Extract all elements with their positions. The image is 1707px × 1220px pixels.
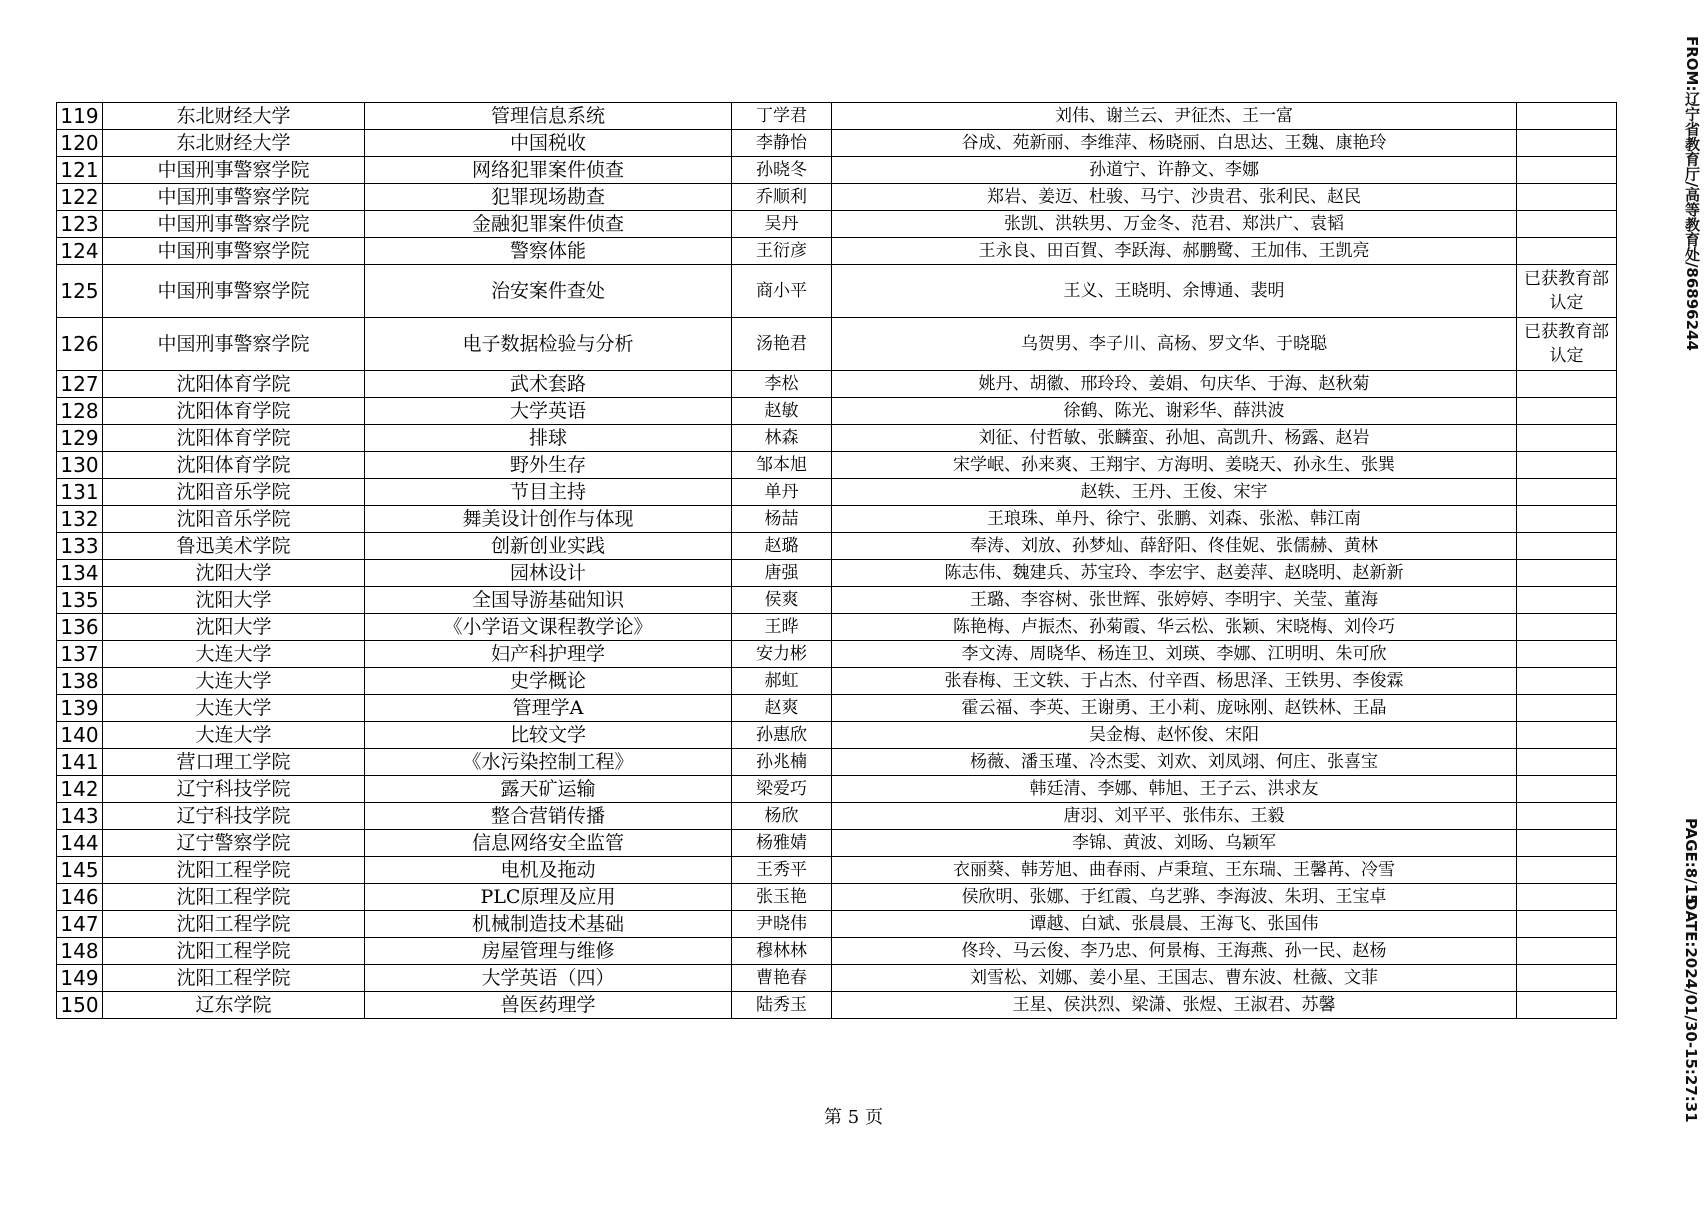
course-lead: 王晔 xyxy=(732,614,832,641)
remark xyxy=(1517,506,1617,533)
course-lead: 侯爽 xyxy=(732,587,832,614)
school-name: 辽宁科技学院 xyxy=(103,776,365,803)
row-number: 144 xyxy=(57,830,103,857)
school-name: 中国刑事警察学院 xyxy=(103,157,365,184)
course-lead: 梁爱巧 xyxy=(732,776,832,803)
row-number: 121 xyxy=(57,157,103,184)
table-row xyxy=(57,884,1617,911)
course-lead: 张玉艳 xyxy=(732,884,832,911)
remark xyxy=(1517,238,1617,265)
course-name: 电子数据检验与分析 xyxy=(365,318,732,371)
course-lead: 赵璐 xyxy=(732,533,832,560)
remark xyxy=(1517,992,1617,1019)
team-members: 衣丽葵、韩芳旭、曲春雨、卢秉瑄、王东瑞、王馨苒、冷雪 xyxy=(832,857,1517,884)
row-number: 142 xyxy=(57,776,103,803)
school-name: 沈阳大学 xyxy=(103,587,365,614)
course-lead: 单丹 xyxy=(732,479,832,506)
remark xyxy=(1517,776,1617,803)
course-lead: 唐强 xyxy=(732,560,832,587)
course-lead: 杨欣 xyxy=(732,803,832,830)
remark xyxy=(1517,184,1617,211)
course-lead: 杨喆 xyxy=(732,506,832,533)
team-members: 刘雪松、刘娜、姜小星、王国志、曹东波、杜薇、文菲 xyxy=(832,965,1517,992)
course-name: 大学英语 xyxy=(365,398,732,425)
course-table-body xyxy=(57,103,1617,1019)
row-number: 134 xyxy=(57,560,103,587)
table-row xyxy=(57,452,1617,479)
course-name: 排球 xyxy=(365,425,732,452)
course-lead: 安力彬 xyxy=(732,641,832,668)
row-number: 124 xyxy=(57,238,103,265)
table-row xyxy=(57,211,1617,238)
fax-date-header: DATE:2024/01/30-15:27:31 xyxy=(1682,898,1700,1123)
row-number: 141 xyxy=(57,749,103,776)
course-name: 整合营销传播 xyxy=(365,803,732,830)
team-members: 霍云福、李英、王谢勇、王小莉、庞咏刚、赵铁林、王晶 xyxy=(832,695,1517,722)
row-number: 150 xyxy=(57,992,103,1019)
table-row xyxy=(57,560,1617,587)
course-lead: 郝虹 xyxy=(732,668,832,695)
remark xyxy=(1517,533,1617,560)
course-name: 节目主持 xyxy=(365,479,732,506)
table-row xyxy=(57,911,1617,938)
school-name: 大连大学 xyxy=(103,641,365,668)
table-row xyxy=(57,157,1617,184)
table-row xyxy=(57,318,1617,371)
course-lead: 尹晓伟 xyxy=(732,911,832,938)
table-row xyxy=(57,857,1617,884)
table-row xyxy=(57,803,1617,830)
course-table xyxy=(56,102,1617,1019)
table-row xyxy=(57,238,1617,265)
team-members: 佟玲、马云俊、李乃忠、何景梅、王海燕、孙一民、赵杨 xyxy=(832,938,1517,965)
table-row xyxy=(57,479,1617,506)
team-members: 陈志伟、魏建兵、苏宝玲、李宏宇、赵姜萍、赵晓明、赵新新 xyxy=(832,560,1517,587)
team-members: 王星、侯洪烈、梁潇、张煜、王淑君、苏馨 xyxy=(832,992,1517,1019)
course-lead: 王秀平 xyxy=(732,857,832,884)
row-number: 128 xyxy=(57,398,103,425)
row-number: 120 xyxy=(57,130,103,157)
table-row xyxy=(57,938,1617,965)
school-name: 大连大学 xyxy=(103,695,365,722)
school-name: 沈阳音乐学院 xyxy=(103,479,365,506)
course-lead: 吴丹 xyxy=(732,211,832,238)
course-name: 妇产科护理学 xyxy=(365,641,732,668)
row-number: 147 xyxy=(57,911,103,938)
table-row xyxy=(57,749,1617,776)
table-row xyxy=(57,265,1617,318)
team-members: 刘伟、谢兰云、尹征杰、王一富 xyxy=(832,103,1517,130)
row-number: 133 xyxy=(57,533,103,560)
team-members: 王永良、田百賀、李跃海、郝鹏鹭、王加伟、王凯亮 xyxy=(832,238,1517,265)
school-name: 大连大学 xyxy=(103,668,365,695)
row-number: 137 xyxy=(57,641,103,668)
course-name: 露天矿运输 xyxy=(365,776,732,803)
team-members: 王义、王晓明、余博通、裴明 xyxy=(832,265,1517,318)
school-name: 东北财经大学 xyxy=(103,103,365,130)
course-lead: 曹艳春 xyxy=(732,965,832,992)
row-number: 130 xyxy=(57,452,103,479)
school-name: 沈阳体育学院 xyxy=(103,371,365,398)
table-row xyxy=(57,668,1617,695)
school-name: 沈阳体育学院 xyxy=(103,452,365,479)
remark xyxy=(1517,560,1617,587)
table-row xyxy=(57,641,1617,668)
course-lead: 邹本旭 xyxy=(732,452,832,479)
remark xyxy=(1517,857,1617,884)
row-number: 126 xyxy=(57,318,103,371)
course-name: 园林设计 xyxy=(365,560,732,587)
team-members: 李锦、黄波、刘旸、乌颖军 xyxy=(832,830,1517,857)
course-name: 史学概论 xyxy=(365,668,732,695)
table-row xyxy=(57,587,1617,614)
remark xyxy=(1517,587,1617,614)
school-name: 沈阳体育学院 xyxy=(103,398,365,425)
row-number: 127 xyxy=(57,371,103,398)
school-name: 中国刑事警察学院 xyxy=(103,211,365,238)
row-number: 140 xyxy=(57,722,103,749)
table-row xyxy=(57,103,1617,130)
remark: 已获教育部认定 xyxy=(1517,265,1617,318)
row-number: 145 xyxy=(57,857,103,884)
course-lead: 赵爽 xyxy=(732,695,832,722)
row-number: 125 xyxy=(57,265,103,318)
course-name: 信息网络安全监管 xyxy=(365,830,732,857)
school-name: 沈阳体育学院 xyxy=(103,425,365,452)
row-number: 131 xyxy=(57,479,103,506)
table-row xyxy=(57,425,1617,452)
remark xyxy=(1517,803,1617,830)
team-members: 陈艳梅、卢振杰、孙菊霞、华云松、张颖、宋晓梅、刘伶巧 xyxy=(832,614,1517,641)
team-members: 刘征、付哲敏、张麟蛮、孙旭、高凯升、杨露、赵岩 xyxy=(832,425,1517,452)
team-members: 谷成、苑新丽、李维萍、杨晓丽、白思达、王魏、康艳玲 xyxy=(832,130,1517,157)
course-lead: 陆秀玉 xyxy=(732,992,832,1019)
course-name: 金融犯罪案件侦查 xyxy=(365,211,732,238)
team-members: 赵轶、王丹、王俊、宋宇 xyxy=(832,479,1517,506)
course-name: PLC原理及应用 xyxy=(365,884,732,911)
row-number: 149 xyxy=(57,965,103,992)
course-lead: 商小平 xyxy=(732,265,832,318)
page-number: 第 5 页 xyxy=(824,1107,883,1128)
course-lead: 林森 xyxy=(732,425,832,452)
school-name: 大连大学 xyxy=(103,722,365,749)
table-row xyxy=(57,830,1617,857)
school-name: 沈阳大学 xyxy=(103,614,365,641)
course-name: 犯罪现场勘查 xyxy=(365,184,732,211)
remark xyxy=(1517,722,1617,749)
course-name: 兽医药理学 xyxy=(365,992,732,1019)
row-number: 146 xyxy=(57,884,103,911)
remark xyxy=(1517,211,1617,238)
school-name: 沈阳工程学院 xyxy=(103,857,365,884)
course-lead: 李静怡 xyxy=(732,130,832,157)
team-members: 徐鹤、陈光、谢彩华、薛洪波 xyxy=(832,398,1517,425)
course-name: 管理学A xyxy=(365,695,732,722)
course-name: 警察体能 xyxy=(365,238,732,265)
remark xyxy=(1517,938,1617,965)
remark xyxy=(1517,965,1617,992)
team-members: 唐羽、刘平平、张伟东、王毅 xyxy=(832,803,1517,830)
course-lead: 赵敏 xyxy=(732,398,832,425)
school-name: 沈阳大学 xyxy=(103,560,365,587)
course-lead: 汤艳君 xyxy=(732,318,832,371)
school-name: 沈阳工程学院 xyxy=(103,965,365,992)
remark xyxy=(1517,641,1617,668)
course-name: 电机及拖动 xyxy=(365,857,732,884)
remark: 已获教育部认定 xyxy=(1517,318,1617,371)
course-lead: 乔顺利 xyxy=(732,184,832,211)
school-name: 中国刑事警察学院 xyxy=(103,265,365,318)
team-members: 乌贺男、李子川、高杨、罗文华、于晓聪 xyxy=(832,318,1517,371)
remark xyxy=(1517,398,1617,425)
course-lead: 李松 xyxy=(732,371,832,398)
table-row xyxy=(57,130,1617,157)
course-name: 大学英语（四） xyxy=(365,965,732,992)
course-name: 机械制造技术基础 xyxy=(365,911,732,938)
school-name: 辽宁科技学院 xyxy=(103,803,365,830)
remark xyxy=(1517,695,1617,722)
team-members: 谭越、白斌、张晨晨、王海飞、张国伟 xyxy=(832,911,1517,938)
remark xyxy=(1517,749,1617,776)
remark xyxy=(1517,614,1617,641)
course-name: 《小学语文课程教学论》 xyxy=(365,614,732,641)
remark xyxy=(1517,668,1617,695)
course-name: 《水污染控制工程》 xyxy=(365,749,732,776)
school-name: 辽东学院 xyxy=(103,992,365,1019)
course-name: 野外生存 xyxy=(365,452,732,479)
team-members: 姚丹、胡徽、邢玲玲、姜娟、句庆华、于海、赵秋菊 xyxy=(832,371,1517,398)
course-name: 全国导游基础知识 xyxy=(365,587,732,614)
remark xyxy=(1517,479,1617,506)
school-name: 辽宁警察学院 xyxy=(103,830,365,857)
table-row xyxy=(57,722,1617,749)
fax-from-header: FROM:辽宁省教育厅/高等教育处/86896244 xyxy=(1683,36,1701,351)
table-row xyxy=(57,614,1617,641)
remark xyxy=(1517,452,1617,479)
team-members: 侯欣明、张娜、于红霞、乌艺骅、李海波、朱玥、王宝卓 xyxy=(832,884,1517,911)
row-number: 138 xyxy=(57,668,103,695)
table-row xyxy=(57,695,1617,722)
row-number: 123 xyxy=(57,211,103,238)
table-row xyxy=(57,533,1617,560)
course-lead: 孙晓冬 xyxy=(732,157,832,184)
team-members: 郑岩、姜迈、杜骏、马宁、沙贵君、张利民、赵民 xyxy=(832,184,1517,211)
row-number: 136 xyxy=(57,614,103,641)
course-lead: 穆林林 xyxy=(732,938,832,965)
row-number: 122 xyxy=(57,184,103,211)
table-row xyxy=(57,776,1617,803)
table-row xyxy=(57,992,1617,1019)
row-number: 129 xyxy=(57,425,103,452)
school-name: 中国刑事警察学院 xyxy=(103,318,365,371)
school-name: 鲁迅美术学院 xyxy=(103,533,365,560)
team-members: 孙道宁、许静文、李娜 xyxy=(832,157,1517,184)
team-members: 王琅珠、单丹、徐宁、张鹏、刘森、张淞、韩江南 xyxy=(832,506,1517,533)
school-name: 营口理工学院 xyxy=(103,749,365,776)
row-number: 132 xyxy=(57,506,103,533)
course-lead: 杨雅婧 xyxy=(732,830,832,857)
table-row xyxy=(57,965,1617,992)
course-lead: 丁学君 xyxy=(732,103,832,130)
school-name: 沈阳音乐学院 xyxy=(103,506,365,533)
remark xyxy=(1517,911,1617,938)
row-number: 143 xyxy=(57,803,103,830)
team-members: 吴金梅、赵怀俊、宋阳 xyxy=(832,722,1517,749)
course-name: 网络犯罪案件侦查 xyxy=(365,157,732,184)
school-name: 沈阳工程学院 xyxy=(103,884,365,911)
course-name: 武术套路 xyxy=(365,371,732,398)
team-members: 王璐、李容树、张世辉、张婷婷、李明宇、关莹、董海 xyxy=(832,587,1517,614)
course-name: 治安案件查处 xyxy=(365,265,732,318)
team-members: 宋学岷、孙来爽、王翔宇、方海明、姜晓天、孙永生、张巽 xyxy=(832,452,1517,479)
team-members: 张春梅、王文轶、于占杰、付辛酉、杨思泽、王铁男、李俊霖 xyxy=(832,668,1517,695)
course-lead: 王衍彦 xyxy=(732,238,832,265)
course-name: 比较文学 xyxy=(365,722,732,749)
school-name: 中国刑事警察学院 xyxy=(103,238,365,265)
course-name: 舞美设计创作与体现 xyxy=(365,506,732,533)
course-name: 创新创业实践 xyxy=(365,533,732,560)
remark xyxy=(1517,830,1617,857)
team-members: 张凯、洪轶男、万金冬、范君、郑洪广、袁韬 xyxy=(832,211,1517,238)
row-number: 148 xyxy=(57,938,103,965)
course-name: 中国税收 xyxy=(365,130,732,157)
table-row xyxy=(57,398,1617,425)
remark xyxy=(1517,157,1617,184)
course-lead: 孙兆楠 xyxy=(732,749,832,776)
team-members: 杨薇、潘玉瑾、冷杰雯、刘欢、刘凤翊、何庄、张喜宝 xyxy=(832,749,1517,776)
remark xyxy=(1517,425,1617,452)
school-name: 沈阳工程学院 xyxy=(103,938,365,965)
school-name: 沈阳工程学院 xyxy=(103,911,365,938)
remark xyxy=(1517,130,1617,157)
table-row xyxy=(57,371,1617,398)
table-row xyxy=(57,184,1617,211)
remark xyxy=(1517,884,1617,911)
team-members: 奉涛、刘放、孙梦灿、薛舒阳、佟佳妮、张儒赫、黄林 xyxy=(832,533,1517,560)
course-lead: 孙惠欣 xyxy=(732,722,832,749)
table-row xyxy=(57,506,1617,533)
fax-page-header: PAGE:8/15 xyxy=(1682,818,1700,905)
school-name: 东北财经大学 xyxy=(103,130,365,157)
school-name: 中国刑事警察学院 xyxy=(103,184,365,211)
course-name: 房屋管理与维修 xyxy=(365,938,732,965)
remark xyxy=(1517,103,1617,130)
course-name: 管理信息系统 xyxy=(365,103,732,130)
remark xyxy=(1517,371,1617,398)
row-number: 139 xyxy=(57,695,103,722)
row-number: 119 xyxy=(57,103,103,130)
team-members: 李文涛、周晓华、杨连卫、刘瑛、李娜、江明明、朱可欣 xyxy=(832,641,1517,668)
row-number: 135 xyxy=(57,587,103,614)
team-members: 韩廷清、李娜、韩旭、王子云、洪求友 xyxy=(832,776,1517,803)
